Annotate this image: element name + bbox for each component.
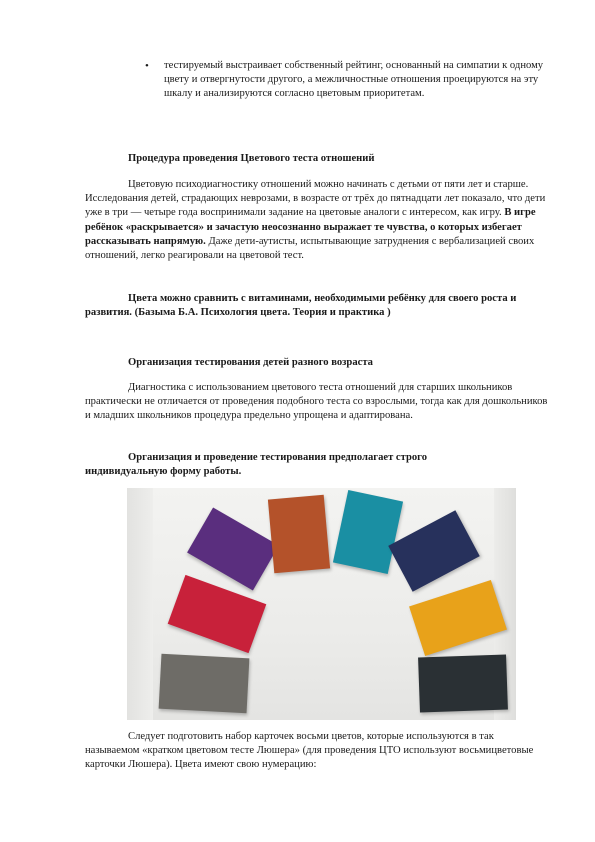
procedure-text-b: Даже дети-аутисты, испытывающие затруднения с вербализацией своих отношений, легко реагировали на цветовой тест. (85, 235, 535, 262)
closing-paragraph: Следует подготовить набор карточек восьми цветов, которые используются в так называемом «кратком цветовом тесте Люшера» (для проведения ЦТО используют восьмицветовые карточки Люшера). Цвета имеют свою нумерацию: (85, 731, 534, 771)
card-violet (187, 507, 279, 590)
card-black (418, 654, 508, 712)
color-cards-photo (127, 488, 516, 720)
section-heading-organization: Организация тестирования детей разного возраста (128, 357, 373, 368)
procedure-paragraph (85, 178, 548, 263)
individual-form-paragraph: Организация и проведение тестирования предполагает строго индивидуальную форму работы. (85, 452, 427, 478)
card-yellow (409, 580, 507, 656)
card-brown (268, 495, 330, 574)
bullet-text: тестируемый выстраивает собственный рейтинг, основанный на симпатии к одному цвету и отвергнутости другого, а межличностные отношения проецируются на эту шкалу и анализируются согласно цветовым приоритетам. (164, 60, 544, 100)
card-grey (159, 654, 250, 714)
bullet-marker: • (145, 60, 149, 72)
card-teal (333, 490, 403, 574)
vitamins-quote: Цвета можно сравнить с витаминами, необходимыми ребёнку для своего роста и развития. (Базыма Б.А. Психология цвета. Теория и практика ) (85, 293, 517, 319)
organization-paragraph: Диагностика с использованием цветового теста отношений для старших школьников практически не отличается от проведения подобного теста со взрослыми, тогда как для дошкольников и младших школьников процедура предельно упрощена и адаптирована. (85, 382, 548, 422)
card-navy (388, 510, 480, 592)
procedure-text-bold: В игре ребёнок «раскрывается» и зачастую неосознанно выражает те чувства, о которых избегает рассказывать напрямую. (85, 207, 536, 247)
section-heading-procedure: Процедура проведения Цветового теста отношений (128, 153, 375, 164)
procedure-text-a: Цветовую психодиагностику отношений можно начинать с детьми от пяти лет и старше. Исследования детей, страдающих неврозами, в возрасте от трёх до пятнадцати лет показало, что дети уже в три — четыре года воспринимали задание на цветовые аналоги с интересом, как игру. (85, 179, 546, 219)
